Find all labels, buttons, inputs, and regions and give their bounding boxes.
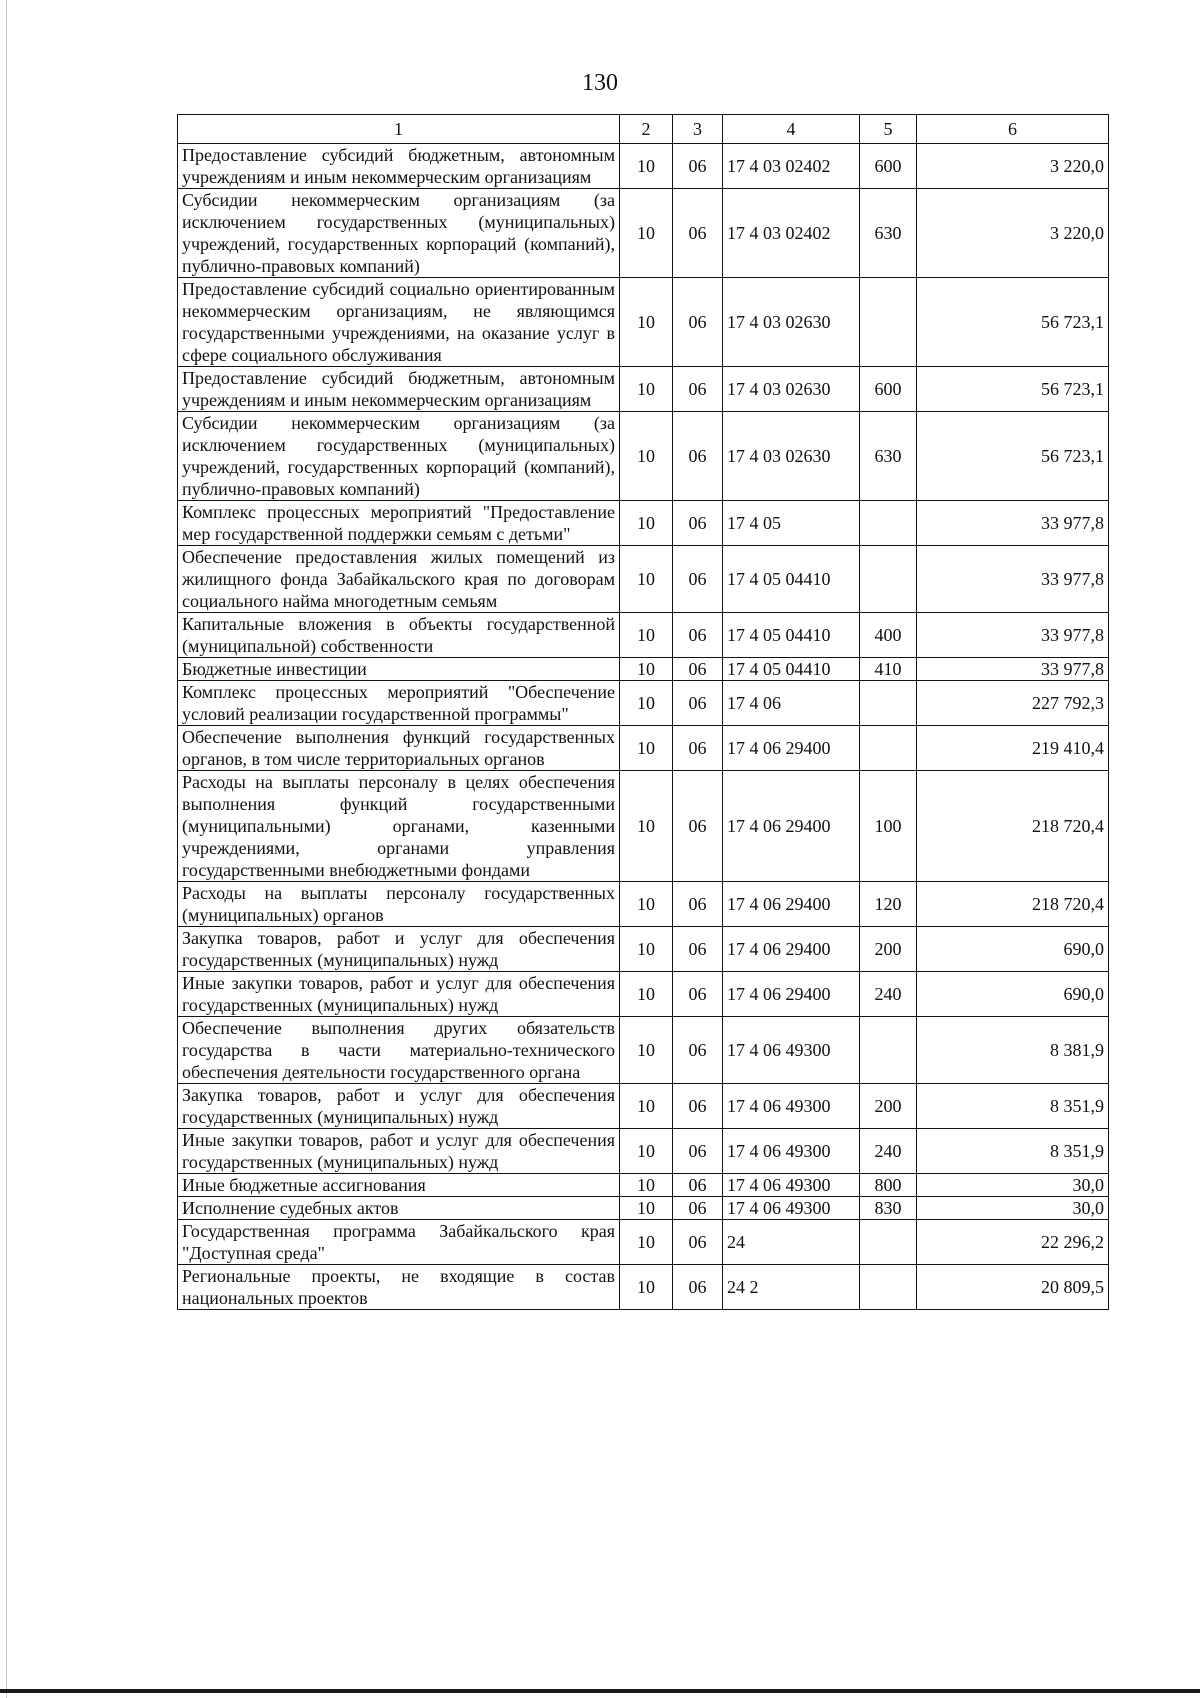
row-section-code: 10 xyxy=(620,1017,673,1084)
table-row xyxy=(178,681,1109,726)
row-target-article: 17 4 06 49300 xyxy=(723,1129,860,1174)
row-description: Расходы на выплаты персоналу в целях обеспечения выполнения функций государственными (муниципальными) органами, казенными учреждениями, органами управления государственными внебюджетными фондами xyxy=(178,771,620,882)
row-section-code: 10 xyxy=(620,882,673,927)
row-section-code: 10 xyxy=(620,189,673,278)
row-amount: 33 977,8 xyxy=(917,613,1109,658)
row-subsection-code: 06 xyxy=(673,927,723,972)
table-row xyxy=(178,1129,1109,1174)
row-description: Обеспечение выполнения функций государственных органов, в том числе территориальных органов xyxy=(178,726,620,771)
row-expense-type: 600 xyxy=(860,367,917,412)
row-expense-type xyxy=(860,278,917,367)
row-subsection-code: 06 xyxy=(673,189,723,278)
row-amount: 56 723,1 xyxy=(917,367,1109,412)
row-section-code: 10 xyxy=(620,1265,673,1310)
row-target-article: 17 4 03 02402 xyxy=(723,189,860,278)
table-row xyxy=(178,1265,1109,1310)
row-expense-type xyxy=(860,681,917,726)
row-target-article: 17 4 06 xyxy=(723,681,860,726)
row-expense-type xyxy=(860,726,917,771)
row-target-article: 17 4 05 04410 xyxy=(723,658,860,681)
column-header-4: 4 xyxy=(723,115,860,144)
row-section-code: 10 xyxy=(620,1084,673,1129)
row-description: Субсидии некоммерческим организациям (за исключением государственных (муниципальных) учреждений, государственных корпораций (компаний), публично-правовых компаний) xyxy=(178,412,620,501)
row-description: Комплекс процессных мероприятий "Предоставление мер государственной поддержки семьям с детьми" xyxy=(178,501,620,546)
row-target-article: 17 4 06 29400 xyxy=(723,726,860,771)
row-target-article: 17 4 06 49300 xyxy=(723,1017,860,1084)
row-expense-type xyxy=(860,1220,917,1265)
row-amount: 690,0 xyxy=(917,972,1109,1017)
row-description: Расходы на выплаты персоналу государственных (муниципальных) органов xyxy=(178,882,620,927)
row-expense-type: 100 xyxy=(860,771,917,882)
row-subsection-code: 06 xyxy=(673,972,723,1017)
row-subsection-code: 06 xyxy=(673,658,723,681)
row-section-code: 10 xyxy=(620,278,673,367)
row-amount: 8 381,9 xyxy=(917,1017,1109,1084)
row-target-article: 17 4 06 49300 xyxy=(723,1084,860,1129)
row-target-article: 24 2 xyxy=(723,1265,860,1310)
table-row xyxy=(178,771,1109,882)
scan-bottom-bar xyxy=(0,1689,1200,1693)
column-header-5: 5 xyxy=(860,115,917,144)
row-target-article: 17 4 03 02630 xyxy=(723,367,860,412)
row-expense-type: 600 xyxy=(860,144,917,189)
row-description: Региональные проекты, не входящие в состав национальных проектов xyxy=(178,1265,620,1310)
row-description: Предоставление субсидий социально ориентированным некоммерческим организациям, не являющимся государственными учреждениями, на оказание услуг в сфере социального обслуживания xyxy=(178,278,620,367)
row-target-article: 17 4 03 02630 xyxy=(723,412,860,501)
row-expense-type: 630 xyxy=(860,189,917,278)
row-description: Предоставление субсидий бюджетным, автономным учреждениям и иным некоммерческим организациям xyxy=(178,367,620,412)
row-subsection-code: 06 xyxy=(673,1017,723,1084)
row-description: Субсидии некоммерческим организациям (за исключением государственных (муниципальных) учреждений, государственных корпораций (компаний), публично-правовых компаний) xyxy=(178,189,620,278)
row-amount: 3 220,0 xyxy=(917,144,1109,189)
row-expense-type xyxy=(860,546,917,613)
table-row xyxy=(178,882,1109,927)
table-row xyxy=(178,546,1109,613)
row-subsection-code: 06 xyxy=(673,1197,723,1220)
row-amount: 33 977,8 xyxy=(917,658,1109,681)
row-subsection-code: 06 xyxy=(673,278,723,367)
row-subsection-code: 06 xyxy=(673,501,723,546)
row-target-article: 17 4 06 29400 xyxy=(723,972,860,1017)
row-expense-type: 240 xyxy=(860,972,917,1017)
table-row xyxy=(178,927,1109,972)
row-description: Обеспечение предоставления жилых помещений из жилищного фонда Забайкальского края по договорам социального найма многодетным семьям xyxy=(178,546,620,613)
row-amount: 8 351,9 xyxy=(917,1129,1109,1174)
row-expense-type: 120 xyxy=(860,882,917,927)
table-row xyxy=(178,367,1109,412)
table-row xyxy=(178,1174,1109,1197)
row-section-code: 10 xyxy=(620,412,673,501)
row-subsection-code: 06 xyxy=(673,613,723,658)
row-amount: 3 220,0 xyxy=(917,189,1109,278)
row-subsection-code: 06 xyxy=(673,1174,723,1197)
row-target-article: 17 4 06 29400 xyxy=(723,927,860,972)
row-subsection-code: 06 xyxy=(673,144,723,189)
column-header-6: 6 xyxy=(917,115,1109,144)
row-subsection-code: 06 xyxy=(673,882,723,927)
row-target-article: 17 4 06 49300 xyxy=(723,1174,860,1197)
row-expense-type: 400 xyxy=(860,613,917,658)
row-section-code: 10 xyxy=(620,1174,673,1197)
row-description: Государственная программа Забайкальского края "Доступная среда" xyxy=(178,1220,620,1265)
row-description: Комплекс процессных мероприятий "Обеспечение условий реализации государственной программы" xyxy=(178,681,620,726)
row-subsection-code: 06 xyxy=(673,726,723,771)
row-expense-type: 240 xyxy=(860,1129,917,1174)
row-description: Предоставление субсидий бюджетным, автономным учреждениям и иным некоммерческим организациям xyxy=(178,144,620,189)
row-subsection-code: 06 xyxy=(673,681,723,726)
row-description: Закупка товаров, работ и услуг для обеспечения государственных (муниципальных) нужд xyxy=(178,1084,620,1129)
row-amount: 33 977,8 xyxy=(917,546,1109,613)
row-subsection-code: 06 xyxy=(673,546,723,613)
table-row xyxy=(178,144,1109,189)
row-section-code: 10 xyxy=(620,501,673,546)
row-amount: 30,0 xyxy=(917,1197,1109,1220)
table-row xyxy=(178,613,1109,658)
row-subsection-code: 06 xyxy=(673,1084,723,1129)
row-section-code: 10 xyxy=(620,613,673,658)
row-description: Обеспечение выполнения других обязательств государства в части материально-технического обеспечения деятельности государственного органа xyxy=(178,1017,620,1084)
table-row xyxy=(178,1084,1109,1129)
row-expense-type: 200 xyxy=(860,927,917,972)
row-description: Исполнение судебных актов xyxy=(178,1197,620,1220)
row-target-article: 17 4 05 04410 xyxy=(723,613,860,658)
row-target-article: 24 xyxy=(723,1220,860,1265)
row-expense-type: 830 xyxy=(860,1197,917,1220)
row-expense-type: 200 xyxy=(860,1084,917,1129)
row-amount: 22 296,2 xyxy=(917,1220,1109,1265)
table-row xyxy=(178,1017,1109,1084)
table-row xyxy=(178,972,1109,1017)
row-target-article: 17 4 06 29400 xyxy=(723,771,860,882)
row-section-code: 10 xyxy=(620,927,673,972)
row-amount: 20 809,5 xyxy=(917,1265,1109,1310)
row-expense-type: 630 xyxy=(860,412,917,501)
row-target-article: 17 4 05 xyxy=(723,501,860,546)
row-target-article: 17 4 03 02630 xyxy=(723,278,860,367)
table-row xyxy=(178,412,1109,501)
row-description: Иные закупки товаров, работ и услуг для обеспечения государственных (муниципальных) нужд xyxy=(178,1129,620,1174)
row-target-article: 17 4 05 04410 xyxy=(723,546,860,613)
row-subsection-code: 06 xyxy=(673,1129,723,1174)
row-section-code: 10 xyxy=(620,972,673,1017)
table-row xyxy=(178,189,1109,278)
row-section-code: 10 xyxy=(620,1220,673,1265)
row-subsection-code: 06 xyxy=(673,1220,723,1265)
column-header-2: 2 xyxy=(620,115,673,144)
row-section-code: 10 xyxy=(620,546,673,613)
row-section-code: 10 xyxy=(620,1197,673,1220)
row-expense-type: 800 xyxy=(860,1174,917,1197)
table-row xyxy=(178,1220,1109,1265)
row-description: Закупка товаров, работ и услуг для обеспечения государственных (муниципальных) нужд xyxy=(178,927,620,972)
row-section-code: 10 xyxy=(620,658,673,681)
row-description: Иные закупки товаров, работ и услуг для обеспечения государственных (муниципальных) нужд xyxy=(178,972,620,1017)
row-expense-type xyxy=(860,1265,917,1310)
row-amount: 227 792,3 xyxy=(917,681,1109,726)
row-amount: 56 723,1 xyxy=(917,412,1109,501)
row-amount: 33 977,8 xyxy=(917,501,1109,546)
table-row xyxy=(178,278,1109,367)
row-subsection-code: 06 xyxy=(673,1265,723,1310)
row-amount: 218 720,4 xyxy=(917,882,1109,927)
row-target-article: 17 4 06 49300 xyxy=(723,1197,860,1220)
row-subsection-code: 06 xyxy=(673,367,723,412)
row-section-code: 10 xyxy=(620,1129,673,1174)
row-subsection-code: 06 xyxy=(673,771,723,882)
row-section-code: 10 xyxy=(620,771,673,882)
row-subsection-code: 06 xyxy=(673,412,723,501)
row-description: Капитальные вложения в объекты государственной (муниципальной) собственности xyxy=(178,613,620,658)
row-amount: 30,0 xyxy=(917,1174,1109,1197)
row-section-code: 10 xyxy=(620,144,673,189)
table-row xyxy=(178,658,1109,681)
row-target-article: 17 4 03 02402 xyxy=(723,144,860,189)
column-header-3: 3 xyxy=(673,115,723,144)
page-number: 130 xyxy=(582,70,618,96)
row-description: Бюджетные инвестиции xyxy=(178,658,620,681)
row-amount: 690,0 xyxy=(917,927,1109,972)
table-row xyxy=(178,726,1109,771)
row-section-code: 10 xyxy=(620,681,673,726)
budget-table xyxy=(177,114,1109,1310)
table-row xyxy=(178,501,1109,546)
row-expense-type xyxy=(860,1017,917,1084)
row-section-code: 10 xyxy=(620,367,673,412)
header-row xyxy=(178,115,1109,144)
row-expense-type: 410 xyxy=(860,658,917,681)
row-section-code: 10 xyxy=(620,726,673,771)
row-target-article: 17 4 06 29400 xyxy=(723,882,860,927)
table-row xyxy=(178,1197,1109,1220)
row-amount: 218 720,4 xyxy=(917,771,1109,882)
scan-edge-line xyxy=(6,0,7,1698)
row-amount: 8 351,9 xyxy=(917,1084,1109,1129)
row-amount: 56 723,1 xyxy=(917,278,1109,367)
column-header-1: 1 xyxy=(178,115,620,144)
row-amount: 219 410,4 xyxy=(917,726,1109,771)
row-description: Иные бюджетные ассигнования xyxy=(178,1174,620,1197)
row-expense-type xyxy=(860,501,917,546)
